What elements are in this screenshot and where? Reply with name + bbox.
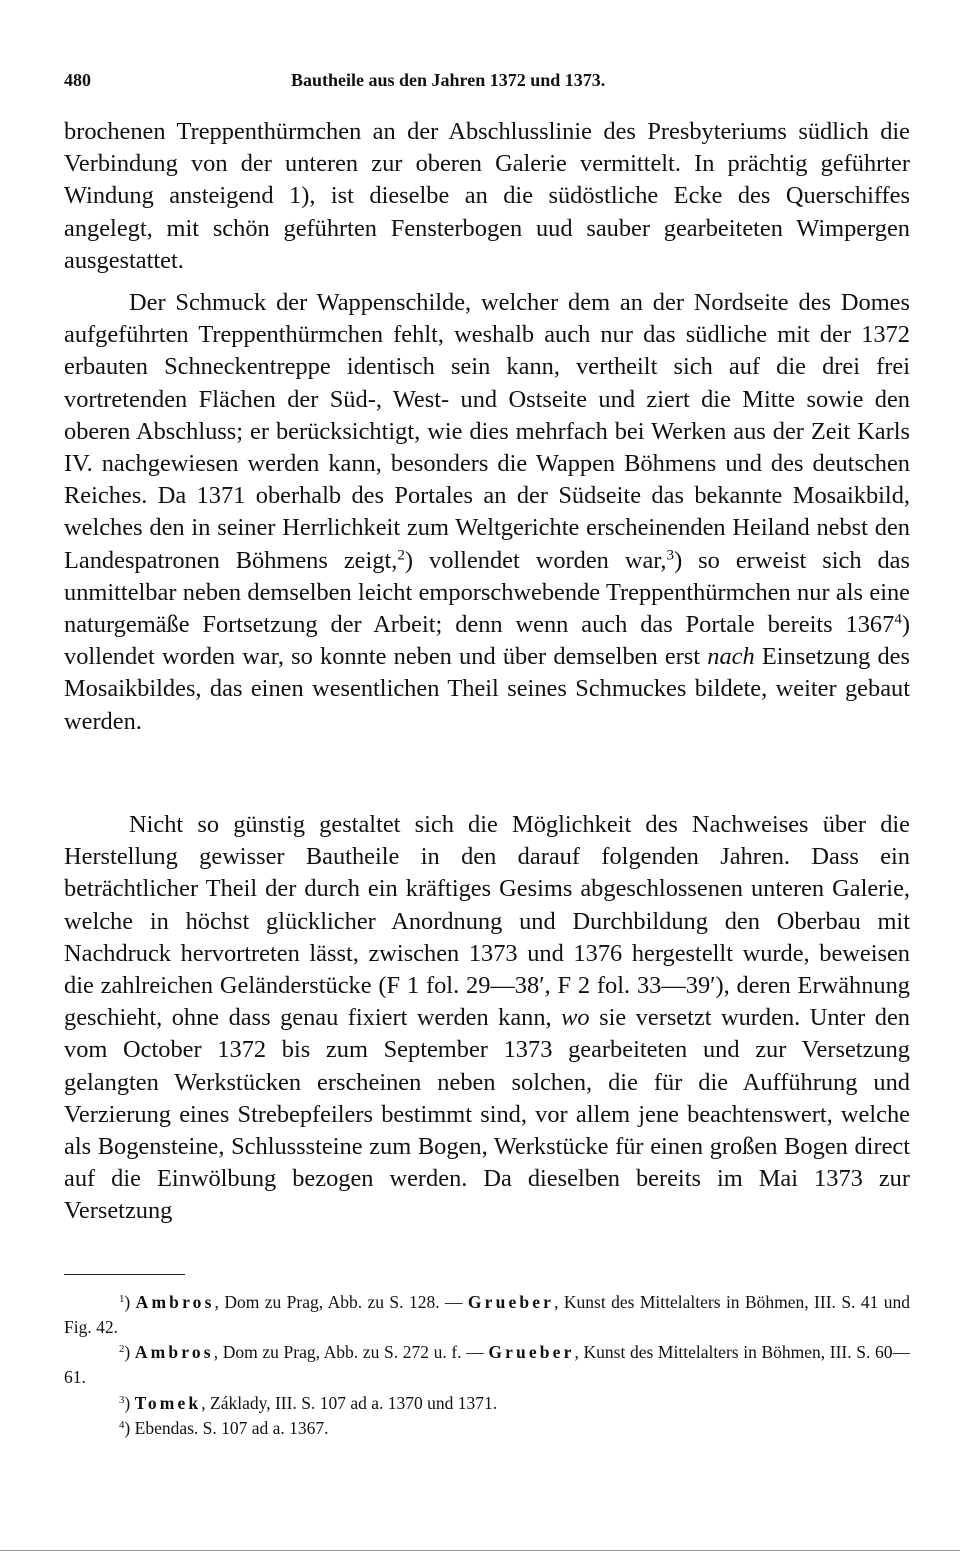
footnote-4-text: Ebendas. S. 107 ad a. 1367.	[134, 1418, 329, 1438]
paragraph-2-text-a: Der Schmuck der Wappenschilde, welcher dem an der Nordseite des Domes aufgeführten Treppenthürmchen fehlt, weshalb auch nur das südliche mit der 1372 erbauten Schneckentreppe identisch sein kann, vertheilt sich auf die drei frei vortretenden Flächen der Süd-, West- und Ostseite und ziert die Mitte sowie den oberen Abschluss; er berücksichtigt, wie dies mehrfach bei Werken aus der Zeit Karls IV. nachgewiesen werden kann, besonders die Wappen Böhmens und des deutschen Reiches. Da 1371 oberhalb des Portales an der Südseite das bekannte Mosaikbild, welches den in seiner Herrlichkeit zum Weltgerichte erscheinenden Heiland nebst den Landespatronen Böhmens zeigt,	[64, 289, 910, 574]
footnote-2-text-a: , Dom zu Prag, Abb. zu S. 272 u. f. —	[213, 1342, 484, 1362]
footnote-ref-1: 1)	[289, 182, 310, 210]
paragraph-3-text-a: Nicht so günstig gestaltet sich die Möglichkeit des Nachweises über die Herstellung gewisser Bautheile in den darauf folgenden Jahren. Dass ein beträchtlicher Theil der durch ein kräftiges Gesims abgeschlossenen unteren Galerie, welche in höchst glücklicher Anordnung und Durchbildung den Oberbau mit Nachdruck hervortreten lässt, zwischen 1373 und 1376 hergestellt wurde, beweisen die zahlreichen Geländerstücke (F 1 fol. 29—38′, F 2 fol. 33—39′), deren Erwähnung geschieht, ohne dass genau fixiert werden kann,	[64, 811, 910, 1032]
page-number: 480	[64, 70, 91, 90]
page-bottom-edge	[0, 1550, 960, 1551]
footnote-ref-3: 3	[666, 547, 675, 564]
footnote-3: $^3$) Tomek, Základy, III. S. 107 ad a. 1370 und 1371.	[119, 1393, 498, 1413]
footnote-2-author-2: Grueber	[488, 1342, 575, 1362]
paragraph-3-text-b: sie versetzt wurden. Unter den vom October 1372 bis zum September 1373 gearbeiteten und zur Versetzung gelangten Werkstücken erscheinen neben solchen, die für die Aufführung und Verzierung eines Strebepfeilers bestimmt sind, vor allem jene beachtenswert, welche als Bogensteine, Schlusssteine zum Bogen, Werkstücke für einen großen Bogen direct auf die Einwölbung bezogen werden. Da dieselben bereits im Mai 1373 zur Versetzung	[64, 1004, 910, 1225]
paragraph-1-text-b: , ist dieselbe an die südöstliche Ecke des Querschiffes angelegt, mit schön geführten Fensterbogen uud sauber gearbeiteten Wimpergen ausgestattet.	[64, 182, 910, 274]
footnote-1-text-a: , Dom zu Prag, Abb. zu S. 128. —	[214, 1292, 463, 1312]
footnote-ref-4: 4	[894, 611, 902, 628]
footnote-1: $^1$) Ambros, Dom zu Prag, Abb. zu S. 128. — Grueber, Kunst des Mittelalters in Böhmen, III. S. 41 und Fig. 42.	[64, 1292, 911, 1337]
paragraph-2-text-b: ) vollendet worden war,	[404, 546, 667, 574]
footnote-2-text-b: , Kunst des Mittelalters in Böhmen, III. S. 60—61.	[64, 1342, 910, 1387]
running-title: Bautheile aus den Jahren 1372 und 1373.	[291, 70, 606, 90]
footnote-3-mark: 3	[119, 1394, 125, 1407]
emphasis-wo: wo	[561, 1004, 590, 1032]
footnote-1-author-2: Grueber	[467, 1292, 555, 1312]
footnote-ref-2: 2	[397, 547, 405, 564]
footnote-2: $^2$) Ambros, Dom zu Prag, Abb. zu S. 272 u. f. — Grueber, Kunst des Mittelalters in Böhmen, III. S. 60—61.	[64, 1342, 910, 1387]
paragraph-2-text-d: ) vollendet worden war, so konnte neben und über demselben erst	[64, 611, 910, 671]
paragraph-2-text-e: Einsetzung des Mosaikbildes, das einen wesentlichen Theil seines Schmuckes bildete, weiter gebaut werden.	[64, 643, 910, 735]
paragraph-2-text-c: ) so erweist sich das unmittelbar neben demselben leicht emporschwebende Treppenthürmchen nur als eine naturgemäße Fortsetzung der Arbeit; denn wenn auch das Portale bereits 1367	[64, 546, 911, 639]
paragraph-1	[64, 116, 910, 277]
footnote-3-author: Tomek	[134, 1393, 202, 1413]
footnote-1-text-b: , Kunst des Mittelalters in Böhmen, III. S. 41 und Fig. 42.	[64, 1292, 911, 1337]
running-header	[64, 70, 910, 100]
footnote-2-mark: 2	[119, 1343, 125, 1356]
emphasis-nach: nach	[707, 643, 755, 671]
footnote-2-author-1: Ambros	[134, 1342, 214, 1362]
footnote-1-mark: 1	[119, 1293, 125, 1306]
paragraph-1-text: brochenen Treppenthürmchen an der Abschlusslinie des Presbyteriums südlich die Verbindung von der unteren zur oberen Galerie vermittelt. In prächtig geführter Windung ansteigend	[64, 118, 910, 210]
footnote-1-author-1: Ambros	[135, 1292, 215, 1312]
footnote-separator	[64, 1274, 185, 1275]
paragraph-3	[64, 809, 910, 1228]
paragraph-2	[64, 287, 910, 738]
footnote-4: $^4$) Ebendas. S. 107 ad a. 1367.	[119, 1418, 329, 1438]
footnote-3-text: , Základy, III. S. 107 ad a. 1370 und 1371.	[201, 1393, 498, 1413]
footnote-4-mark: 4	[119, 1419, 125, 1432]
